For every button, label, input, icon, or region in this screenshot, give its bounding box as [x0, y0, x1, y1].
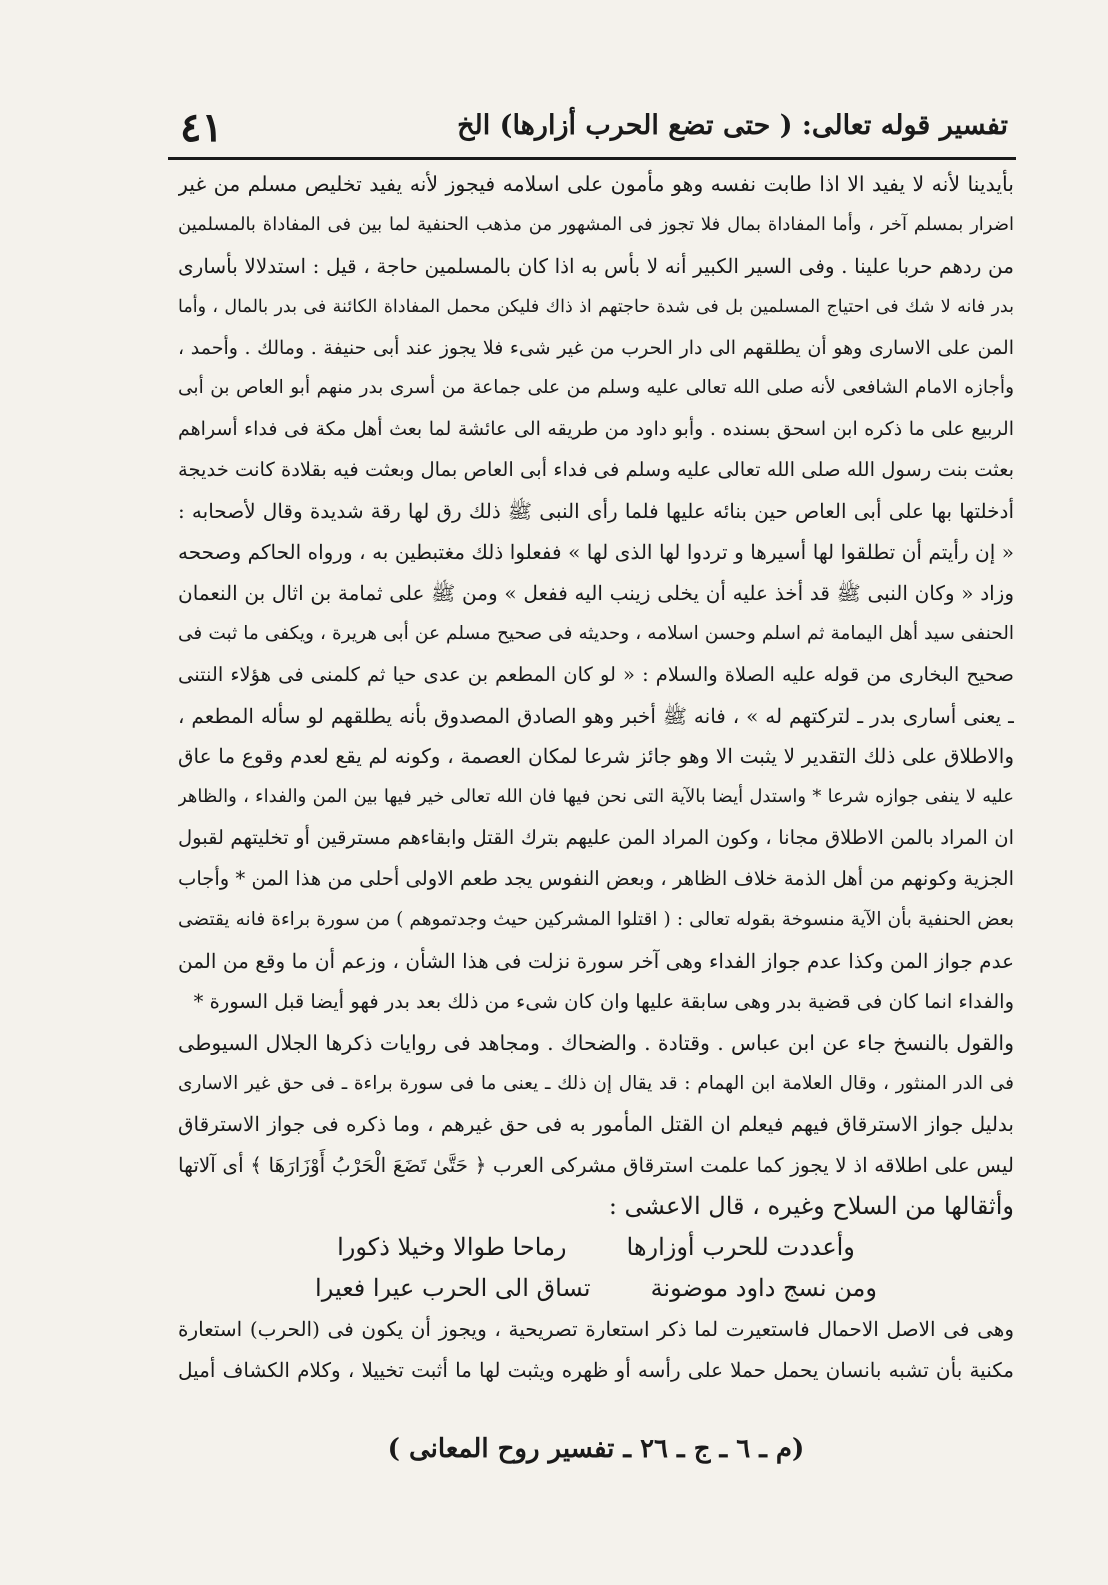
text-line: ـ يعنى أسارى بدر ـ لتركتهم له » ، فانه ﷺ أخبر وهو الصادق المصدوق بأنه يطلقهم لو سأله المطعم ،	[178, 703, 1014, 728]
text-line: الجزية وكونهم من أهل الذمة خلاف الظاهر ، وبعض النفوس يجد طعم الاولى أحلى من هذا المن * وأجاب	[178, 867, 1014, 891]
page-footer: (م ـ ٦ ـ ج ـ ٢٦ ـ تفسير روح المعانى )	[387, 1434, 805, 1464]
page-header	[168, 98, 1016, 156]
text-line: والاطلاق على ذلك التقدير لا يثبت الا وهو جائز شرعا لمكان العصمة ، وكونه لم يقع لعدم وقوع ما عاق	[178, 744, 1014, 769]
poem-verse	[178, 1268, 1014, 1309]
text-line: صحيح البخارى من قوله عليه الصلاة والسلام : « لو كان المطعم بن عدى حيا ثم كلمنى فى هؤلاء النتنى	[178, 662, 1014, 686]
text-line: اضرار بمسلم آخر ، وأما المفاداة بمال فلا تجوز فى المشهور من مذهب الحنفية لما بين فى المفاداة بالمسلمين	[178, 213, 1014, 235]
text-line: بدر فانه لا شك فى احتياج المسلمين بل فى شدة حاجتهم اذ ذاك فليكن محمل المفاداة الكائنة فى بدر بالمال ، وأما	[178, 296, 1014, 317]
text-line: وهى فى الاصل الاحمال فاستعيرت لما ذكر استعارة تصريحية ، ويجوز أن يكون فى (الحرب) استعارة	[178, 1316, 1014, 1341]
text-line: الربيع على ما ذكره ابن اسحق بسنده . وأبو داود من طريقه الى عائشة لما بعث أهل مكة فى فداء أسراهم	[178, 418, 1014, 441]
text-line: من ردهم حربا علينا . وفى السير الكبير أنه لا بأس به اذا كان بالمسلمين حاجة ، قيل : استدلالا بأسارى	[178, 253, 1014, 278]
text-line: والفداء انما كان فى قضية بدر وهى سابقة عليها وان كان شىء من ذلك بعد بدر فهو أيضا قبل السورة *	[193, 989, 1014, 1013]
text-line: والقول بالنسخ جاء عن ابن عباس . وقتادة . والضحاك . ومجاهد فى روايات ذكرها الجلال السيوطى	[178, 1030, 1014, 1055]
text-line: عدم جواز المن وكذا عدم جواز الفداء وهى آخر سورة نزلت فى هذا الشأن ، وزعم أن ما وقع من المن	[178, 948, 1014, 973]
text-line: ان المراد بالمن الاطلاق مجانا ، وكون المراد المن عليهم بترك القتل وابقاءهم مسترقين أو تخليتهم لقبول	[178, 826, 1014, 850]
text-line: ليس على اطلاقه اذ لا يجوز كما علمت استرقاق مشركى العرب ﴿ حَتَّىٰ تَضَعَ الْحَرْبُ أَوْزَارَهَا ﴾ أى آلاتها	[178, 1153, 1014, 1178]
body-text	[178, 164, 1014, 1391]
text-line: بدليل جواز الاسترقاق فيهم فيعلم ان القتل المأمور به فى حق غيرهم ، وما ذكره فى جواز الاسترقاق	[178, 1112, 1014, 1137]
verse-first-hemistich: وأعددت للحرب أوزارها	[626, 1233, 855, 1262]
text-line: المن على الاسارى وهو أن يطلقهم الى دار الحرب من غير شىء فلا يجوز عند أبى حنيفة . ومالك . وأحمد ،	[178, 336, 1014, 359]
text-line: أدخلتها بها على أبى العاص حين بنائه عليها فلما رأى النبى ﷺ ذلك رق لها رقة شديدة وقال لأصحابه :	[178, 499, 1014, 524]
header-divider	[168, 157, 1016, 160]
text-line: وزاد « وكان النبى ﷺ قد أخذ عليه أن يخلى زينب اليه ففعل » ومن ﷺ على ثمامة بن اثال بن النعمان	[178, 580, 1014, 605]
text-line: بعض الحنفية بأن الآية منسوخة بقوله تعالى : ( اقتلوا المشركين حيث وجدتموهم ) من سورة براءة فانه يقتضى	[178, 909, 1014, 931]
poem-verse	[178, 1227, 1014, 1268]
running-title: تفسير قوله تعالى: ( حتى تضع الحرب أزارها) الخ	[457, 110, 1008, 141]
verse-second-hemistich: رماحا طوالا وخيلا ذكورا	[337, 1233, 567, 1262]
text-line: مكنية بأن تشبه بانسان يحمل حملا على رأسه أو ظهره ويثبت لها ما أثبت تخييلا ، وكلام الكشاف أميل	[178, 1357, 1014, 1382]
text-line: بعثت بنت رسول الله صلى الله تعالى عليه وسلم فى فداء أبى العاص بمال وبعثت فيه بقلادة كانت خديجة	[178, 458, 1014, 482]
verse-first-hemistich: ومن نسج داود موضونة	[650, 1274, 877, 1303]
text-line: وأثقالها من السلاح وغيره ، قال الاعشى :	[608, 1192, 1014, 1221]
page-number: ٤١	[180, 104, 223, 151]
text-line: « إن رأيتم أن تطلقوا لها أسيرها و تردوا لها الذى لها » ففعلوا ذلك مغتبطين به ، ورواه الحاكم وصححه	[178, 540, 1014, 565]
text-line: عليه لا ينفى جوازه شرعا * واستدل أيضا بالآية التى نحن فيها فان الله تعالى خير فيها بين المن والفداء ، والظاهر	[178, 786, 1014, 808]
verse-second-hemistich: تساق الى الحرب عيرا فعيرا	[315, 1274, 591, 1303]
text-line: الحنفى سيد أهل اليمامة ثم اسلم وحسن اسلامه ، وحديثه فى صحيح مسلم عن أبى هريرة ، ويكفى ما ثبت فى	[178, 622, 1014, 644]
text-line: وأجازه الامام الشافعى لأنه صلى الله تعالى عليه وسلم من على جماعة من أسرى بدر منهم أبو العاص بن أبى	[178, 377, 1014, 399]
text-line: فى الدر المنثور ، وقال العلامة ابن الهمام : قد يقال إن ذلك ـ يعنى ما فى سورة براءة ـ فى حق غير الاسارى	[178, 1072, 1014, 1094]
text-line: بأيدينا لأنه لا يفيد الا اذا طابت نفسه وهو مأمون على اسلامه فيجوز لأنه يفيد تخليص مسلم من غير	[178, 172, 1014, 196]
